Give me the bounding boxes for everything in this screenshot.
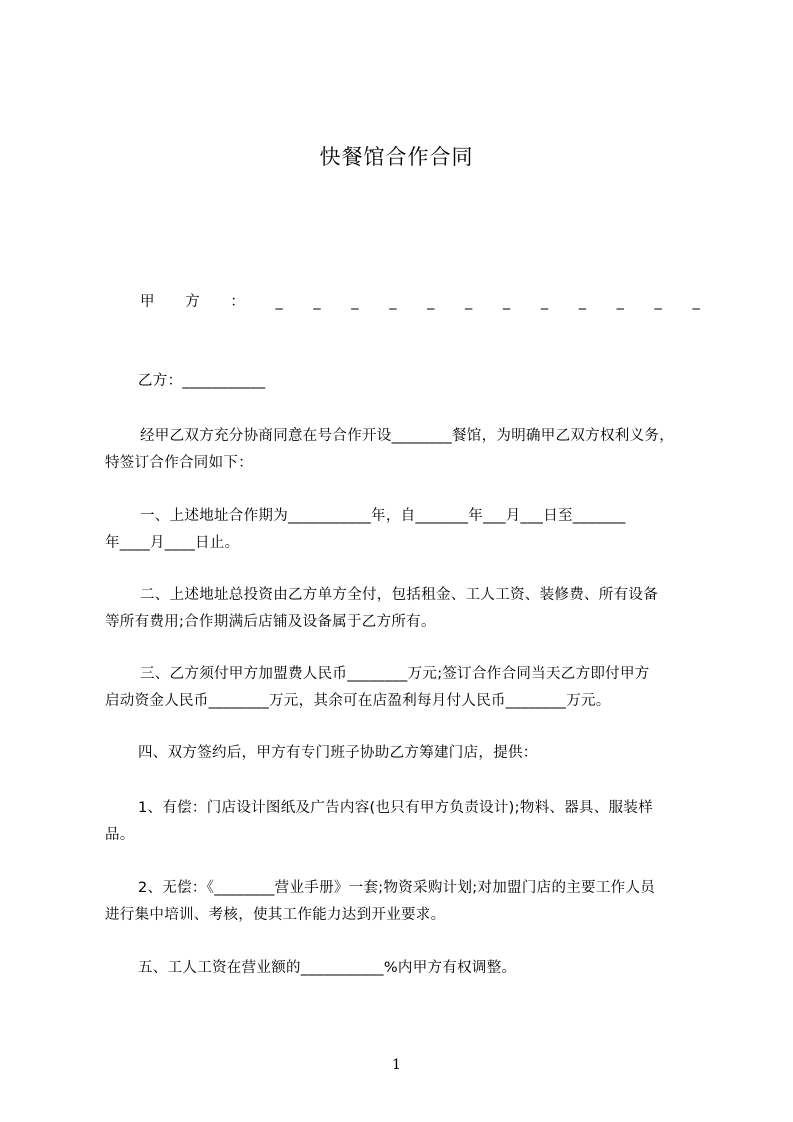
blank-underscore: _ bbox=[540, 294, 549, 310]
clause-5-line: 五、工人工资在营业额的___________%内甲方有权调整。 bbox=[138, 960, 517, 976]
clause-2-line-2: 等所有费用;合作期满后店铺及设备属于乙方所有。 bbox=[105, 614, 436, 630]
party-b-line: 乙方：___________ bbox=[138, 373, 266, 389]
party-a-char: 方 bbox=[185, 294, 200, 310]
clause-2-line-1: 二、上述地址总投资由乙方单方全付，包括租金、工人工资、装修费、所有设备 bbox=[140, 587, 658, 603]
party-a-line bbox=[140, 292, 700, 312]
intro-line-1: 经甲乙双方充分协商同意在号合作开设________餐馆，为明确甲乙双方权利义务， bbox=[140, 428, 674, 444]
blank-underscore: _ bbox=[616, 294, 625, 310]
blank-underscore: _ bbox=[427, 294, 435, 310]
blank-underscore: _ bbox=[275, 294, 284, 310]
intro-line-2: 特签订合作合同如下： bbox=[105, 455, 253, 471]
clause-4-line: 四、双方签约后，甲方有专门班子协助乙方筹建门店，提供： bbox=[138, 745, 538, 761]
clause-1-line-2: 年____月____日止。 bbox=[105, 535, 240, 551]
clause-4-1-line-1: 1、有偿：门店设计图纸及广告内容(也只有甲方负责设计);物料、器具、服装样 bbox=[138, 800, 654, 816]
document-title: 快餐馆合作合同 bbox=[319, 145, 474, 169]
clause-3-line-1: 三、乙方须付甲方加盟费人民币________万元;签订合作合同当天乙方即付甲方 bbox=[140, 666, 650, 682]
blank-underscore: _ bbox=[465, 294, 473, 310]
blank-underscore: _ bbox=[692, 294, 700, 310]
party-a-char: 甲 bbox=[140, 294, 155, 310]
blank-underscore: _ bbox=[502, 294, 511, 310]
clause-4-1-line-2: 品。 bbox=[105, 827, 135, 843]
page-number: 1 bbox=[392, 1057, 401, 1073]
clause-1-line-1: 一、上述地址合作期为___________年，自_______年___月___日至_______ bbox=[140, 508, 626, 524]
blank-underscore: _ bbox=[654, 294, 663, 310]
clause-4-2-line-2: 进行集中培训、考核，使其工作能力达到开业要求。 bbox=[105, 907, 446, 923]
blank-underscore: _ bbox=[389, 294, 397, 310]
blank-underscore: _ bbox=[578, 294, 587, 310]
blank-underscore: _ bbox=[351, 294, 359, 310]
party-a-colon: ： bbox=[230, 294, 246, 310]
blank-underscore: _ bbox=[313, 294, 321, 310]
clause-4-2-line-1: 2、无偿：《________营业手册》一套;物资采购计划;对加盟门店的主要工作人员 bbox=[138, 880, 656, 896]
clause-3-line-2: 启动资金人民币________万元，其余可在店盈利每月付人民币________万元。 bbox=[105, 693, 611, 709]
